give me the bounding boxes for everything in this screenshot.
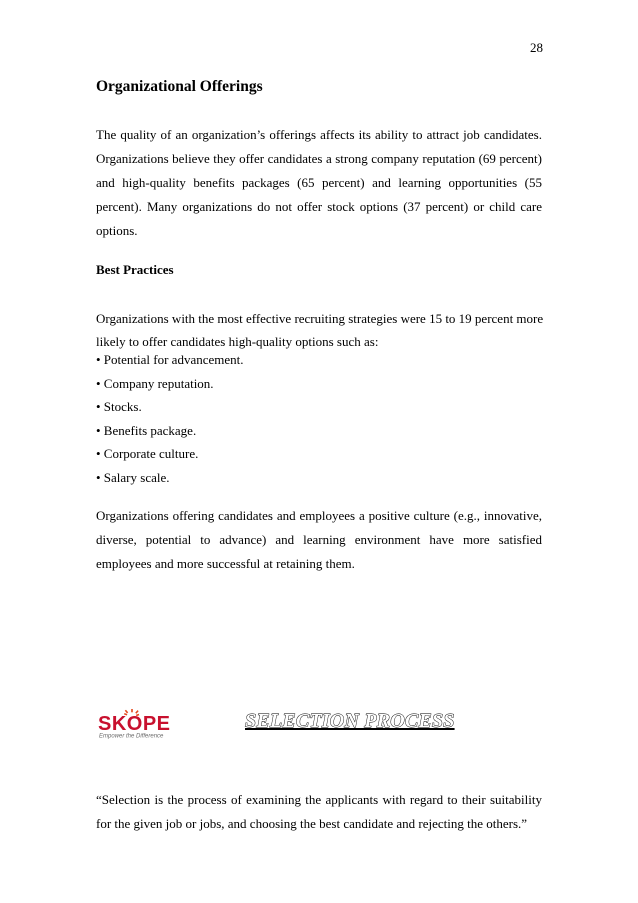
offerings-paragraph — [96, 123, 542, 243]
skope-logo — [96, 709, 178, 739]
bullet-list — [96, 348, 244, 489]
selection-quote — [96, 788, 542, 836]
paragraph-line: percent). Many organizations do not offer stock options (37 percent) or child care — [96, 199, 542, 214]
paragraph-line: “Selection is the process of examining the applicants with regard to their suitability — [96, 792, 542, 807]
section-heading-organizational-offerings: Organizational Offerings — [96, 78, 263, 95]
paragraph-line: likely to offer candidates high-quality options such as: — [96, 334, 379, 349]
paragraph-line: Organizations believe they offer candidates a strong company reputation (69 percent) — [96, 151, 542, 166]
best-practices-intro — [96, 307, 542, 353]
paragraph-line: for the given job or jobs, and choosing the best candidate and rejecting the others.” — [96, 816, 528, 831]
paragraph-line: The quality of an organization’s offerings affects its ability to attract job candidates. — [96, 127, 542, 142]
list-item: • Benefits package. — [96, 422, 197, 438]
paragraph-line: Organizations offering candidates and employees a positive culture (e.g., innovative, — [96, 508, 542, 523]
paragraph-line: employees and more successful at retaining them. — [96, 556, 355, 571]
page-number: 28 — [530, 40, 543, 55]
list-item: • Salary scale. — [96, 469, 170, 485]
paragraph-line: diverse, potential to advance) and learning environment have more satisfied — [96, 532, 542, 547]
logo-wordmark: SKOPE — [98, 713, 171, 735]
paragraph-line: Organizations with the most effective recruiting strategies were 15 to 19 percent more — [96, 311, 544, 326]
list-item: • Potential for advancement. — [96, 352, 244, 367]
culture-paragraph — [96, 504, 542, 576]
paragraph-line: and high-quality benefits packages (65 percent) and learning opportunities (55 — [96, 175, 542, 190]
list-item: • Stocks. — [96, 399, 142, 414]
section-title-selection-process: SELECTION PROCESS — [245, 710, 455, 732]
list-item: • Company reputation. — [96, 375, 214, 391]
paragraph-line: options. — [96, 223, 138, 238]
list-item: • Corporate culture. — [96, 446, 199, 461]
subheading-best-practices: Best Practices — [96, 262, 174, 277]
logo-tagline: Empower the Difference — [99, 733, 164, 739]
